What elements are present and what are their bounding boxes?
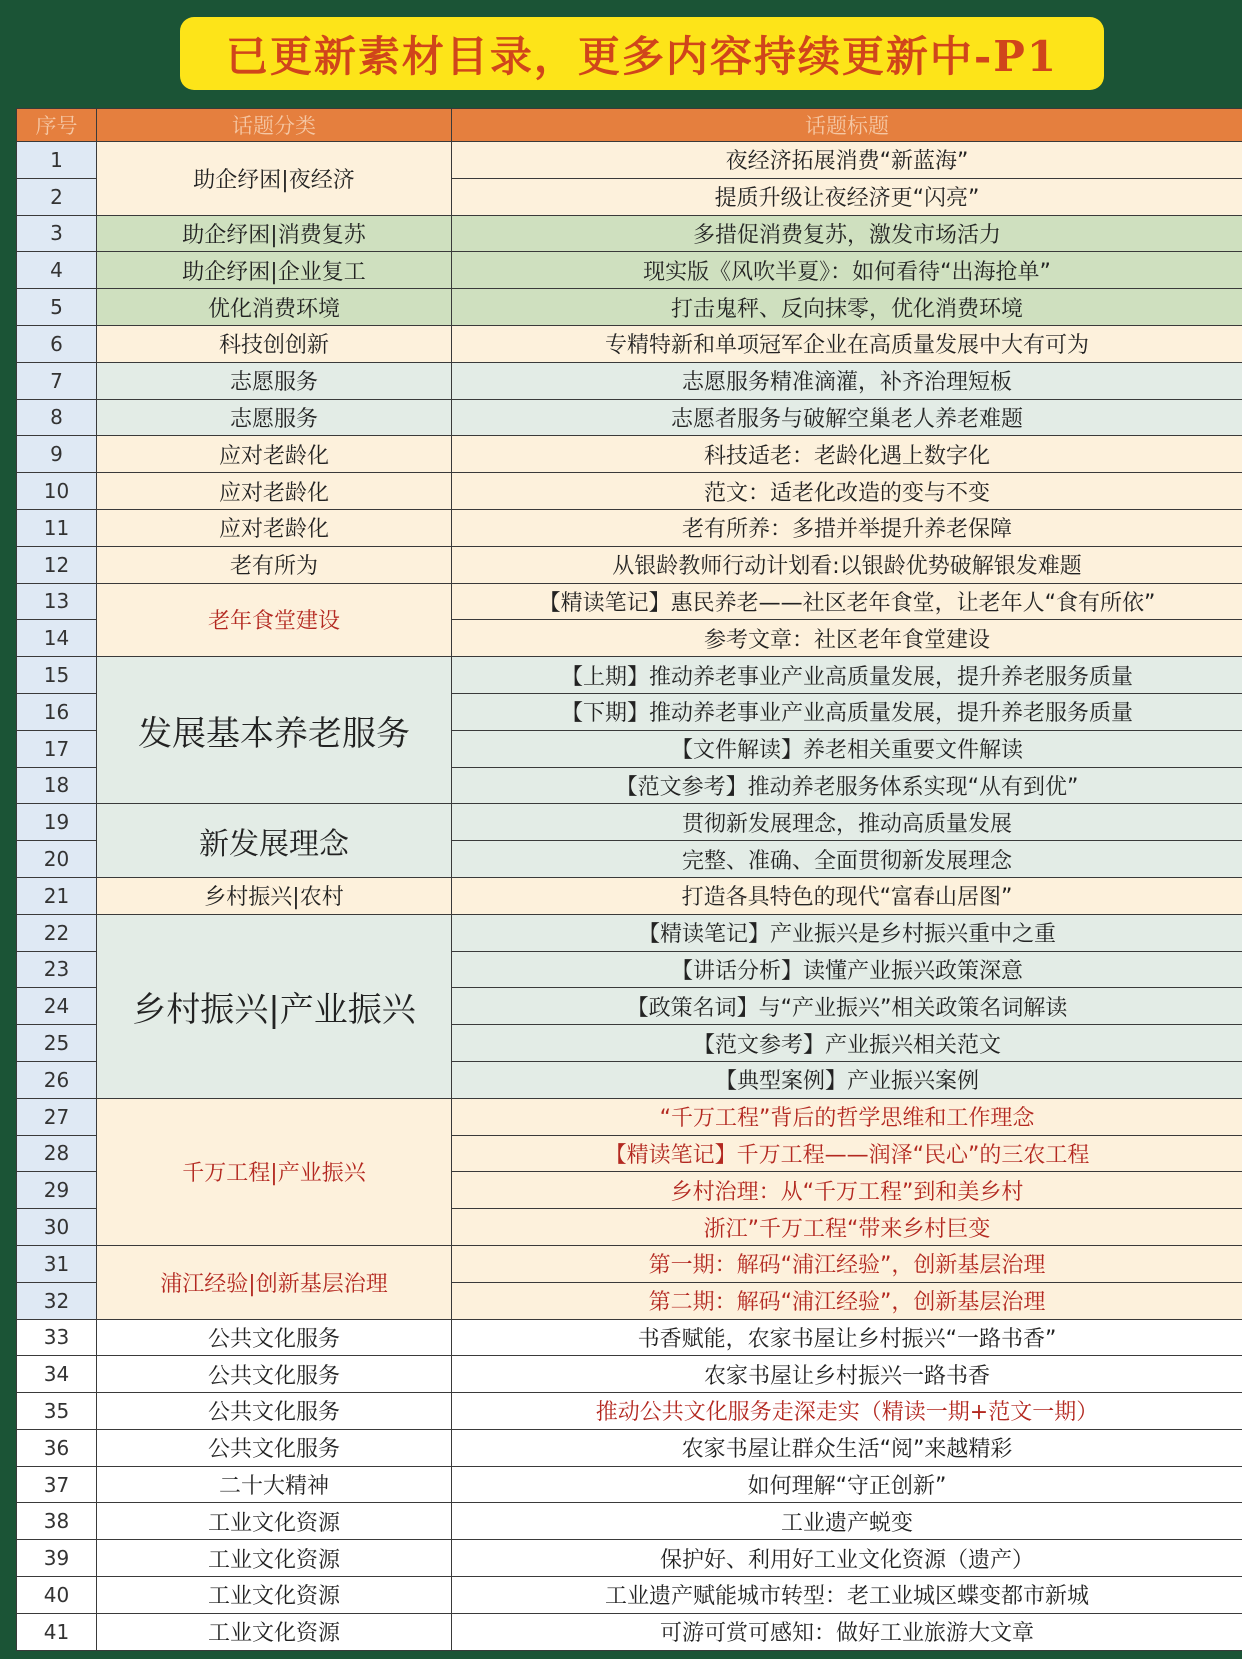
row-topic: 志愿服务精准滴灌，补齐治理短板 xyxy=(452,362,1242,399)
row-topic: 【范文参考】产业振兴相关范文 xyxy=(452,1025,1242,1062)
row-topic: 现实版《风吹半夏》：如何看待“出海抢单” xyxy=(452,252,1242,289)
row-number: 14 xyxy=(17,620,97,657)
table-row xyxy=(17,1503,1242,1540)
table-row xyxy=(17,325,1242,362)
row-number: 8 xyxy=(17,399,97,436)
row-category: 助企纾困|企业复工 xyxy=(97,252,452,289)
row-topic: 乡村治理：从“千万工程”到和美乡村 xyxy=(452,1172,1242,1209)
row-number: 18 xyxy=(17,767,97,804)
row-topic: 范文：适老化改造的变与不变 xyxy=(452,473,1242,510)
row-topic: 书香赋能，农家书屋让乡村振兴“一路书香” xyxy=(452,1319,1242,1356)
table-row xyxy=(17,142,1242,179)
row-number: 31 xyxy=(17,1245,97,1282)
row-topic: 志愿者服务与破解空巢老人养老难题 xyxy=(452,399,1242,436)
row-topic: 保护好、利用好工业文化资源（遗产） xyxy=(452,1540,1242,1577)
row-number: 11 xyxy=(17,509,97,546)
row-number: 9 xyxy=(17,436,97,473)
row-number: 3 xyxy=(17,215,97,252)
row-topic: 【政策名词】与“产业振兴”相关政策名词解读 xyxy=(452,988,1242,1025)
row-category: 志愿服务 xyxy=(97,362,452,399)
row-topic: 【范文参考】推动养老服务体系实现“从有到优” xyxy=(452,767,1242,804)
row-number: 37 xyxy=(17,1466,97,1503)
table-row xyxy=(17,1098,1242,1135)
row-topic: 老有所养：多措并举提升养老保障 xyxy=(452,509,1242,546)
row-category: 浦江经验|创新基层治理 xyxy=(97,1245,452,1319)
row-number: 27 xyxy=(17,1098,97,1135)
row-category: 工业文化资源 xyxy=(97,1613,452,1650)
row-topic: 第一期：解码“浦江经验”，创新基层治理 xyxy=(452,1245,1242,1282)
row-number: 19 xyxy=(17,804,97,841)
page-title: 已更新素材目录，更多内容持续更新中-P1 xyxy=(225,31,1059,81)
row-topic: 多措促消费复苏，激发市场活力 xyxy=(452,215,1242,252)
row-topic: 【文件解读】养老相关重要文件解读 xyxy=(452,730,1242,767)
row-topic: 农家书屋让群众生活“阅”来越精彩 xyxy=(452,1429,1242,1466)
page-title-banner xyxy=(180,17,1104,90)
row-number: 6 xyxy=(17,325,97,362)
row-topic: 第二期：解码“浦江经验”，创新基层治理 xyxy=(452,1282,1242,1319)
row-number: 28 xyxy=(17,1135,97,1172)
row-number: 36 xyxy=(17,1429,97,1466)
row-topic: 参考文章：社区老年食堂建设 xyxy=(452,620,1242,657)
row-topic: 推动公共文化服务走深走实（精读一期+范文一期） xyxy=(452,1393,1242,1430)
column-header-number: 序号 xyxy=(17,109,97,142)
topic-table xyxy=(16,108,1242,1651)
row-category: 乡村振兴|农村 xyxy=(97,877,452,914)
row-number: 30 xyxy=(17,1209,97,1246)
row-category: 千万工程|产业振兴 xyxy=(97,1098,452,1245)
table-row xyxy=(17,1356,1242,1393)
table-row xyxy=(17,657,1242,694)
row-category: 应对老龄化 xyxy=(97,509,452,546)
table-row xyxy=(17,1613,1242,1650)
row-topic: 【典型案例】产业振兴案例 xyxy=(452,1061,1242,1098)
row-number: 29 xyxy=(17,1172,97,1209)
row-category: 老年食堂建设 xyxy=(97,583,452,657)
row-number: 32 xyxy=(17,1282,97,1319)
row-topic: 提质升级让夜经济更“闪亮” xyxy=(452,178,1242,215)
row-category: 应对老龄化 xyxy=(97,436,452,473)
table-row xyxy=(17,215,1242,252)
table-row xyxy=(17,1540,1242,1577)
row-number: 4 xyxy=(17,252,97,289)
row-number: 7 xyxy=(17,362,97,399)
row-number: 12 xyxy=(17,546,97,583)
table-row xyxy=(17,436,1242,473)
row-number: 23 xyxy=(17,951,97,988)
table-row xyxy=(17,1245,1242,1282)
column-header-topic: 话题标题 xyxy=(452,109,1242,142)
table-row xyxy=(17,473,1242,510)
table-header-row xyxy=(17,109,1242,142)
row-number: 24 xyxy=(17,988,97,1025)
table-row xyxy=(17,804,1242,841)
row-category: 工业文化资源 xyxy=(97,1577,452,1614)
row-topic: 科技适老：老龄化遇上数字化 xyxy=(452,436,1242,473)
table-row xyxy=(17,362,1242,399)
row-topic: 农家书屋让乡村振兴一路书香 xyxy=(452,1356,1242,1393)
row-topic: 【精读笔记】千万工程——润泽“民心”的三农工程 xyxy=(452,1135,1242,1172)
row-topic: 【讲话分析】读懂产业振兴政策深意 xyxy=(452,951,1242,988)
row-number: 38 xyxy=(17,1503,97,1540)
row-topic: 贯彻新发展理念，推动高质量发展 xyxy=(452,804,1242,841)
row-category: 工业文化资源 xyxy=(97,1503,452,1540)
row-category: 公共文化服务 xyxy=(97,1429,452,1466)
row-topic: 打击鬼秤、反向抹零，优化消费环境 xyxy=(452,289,1242,326)
table-row xyxy=(17,399,1242,436)
row-category: 乡村振兴|产业振兴 xyxy=(97,914,452,1098)
table-row xyxy=(17,877,1242,914)
column-header-category: 话题分类 xyxy=(97,109,452,142)
row-number: 21 xyxy=(17,877,97,914)
table-row xyxy=(17,1577,1242,1614)
row-topic: 如何理解“守正创新” xyxy=(452,1466,1242,1503)
table-row xyxy=(17,914,1242,951)
row-number: 17 xyxy=(17,730,97,767)
row-topic: 【精读笔记】惠民养老——社区老年食堂，让老年人“食有所依” xyxy=(452,583,1242,620)
row-number: 26 xyxy=(17,1061,97,1098)
row-topic: 打造各具特色的现代“富春山居图” xyxy=(452,877,1242,914)
row-category: 公共文化服务 xyxy=(97,1356,452,1393)
row-topic: 【上期】推动养老事业产业高质量发展，提升养老服务质量 xyxy=(452,657,1242,694)
row-topic: 【下期】推动养老事业产业高质量发展，提升养老服务质量 xyxy=(452,693,1242,730)
row-category: 志愿服务 xyxy=(97,399,452,436)
row-category: 应对老龄化 xyxy=(97,473,452,510)
row-topic: 浙江”千万工程“带来乡村巨变 xyxy=(452,1209,1242,1246)
row-category: 公共文化服务 xyxy=(97,1393,452,1430)
row-number: 15 xyxy=(17,657,97,694)
topic-table-container xyxy=(16,108,1242,1659)
row-number: 1 xyxy=(17,142,97,179)
table-row xyxy=(17,1393,1242,1430)
row-number: 41 xyxy=(17,1613,97,1650)
row-category: 优化消费环境 xyxy=(97,289,452,326)
row-category: 助企纾困|消费复苏 xyxy=(97,215,452,252)
row-topic: 【精读笔记】产业振兴是乡村振兴重中之重 xyxy=(452,914,1242,951)
row-number: 25 xyxy=(17,1025,97,1062)
table-row xyxy=(17,289,1242,326)
row-number: 16 xyxy=(17,693,97,730)
table-row xyxy=(17,252,1242,289)
row-number: 5 xyxy=(17,289,97,326)
row-number: 33 xyxy=(17,1319,97,1356)
row-category: 公共文化服务 xyxy=(97,1319,452,1356)
row-category: 助企纾困|夜经济 xyxy=(97,142,452,216)
row-topic: 夜经济拓展消费“新蓝海” xyxy=(452,142,1242,179)
row-topic: 工业遗产赋能城市转型：老工业城区蝶变都市新城 xyxy=(452,1577,1242,1614)
row-topic: 工业遗产蜕变 xyxy=(452,1503,1242,1540)
row-topic: 完整、准确、全面贯彻新发展理念 xyxy=(452,841,1242,878)
table-row xyxy=(17,546,1242,583)
row-number: 40 xyxy=(17,1577,97,1614)
row-category: 新发展理念 xyxy=(97,804,452,878)
table-row xyxy=(17,509,1242,546)
row-number: 39 xyxy=(17,1540,97,1577)
row-category: 老有所为 xyxy=(97,546,452,583)
row-category: 发展基本养老服务 xyxy=(97,657,452,804)
row-category: 科技创创新 xyxy=(97,325,452,362)
row-number: 20 xyxy=(17,841,97,878)
table-row xyxy=(17,1429,1242,1466)
row-number: 35 xyxy=(17,1393,97,1430)
row-number: 34 xyxy=(17,1356,97,1393)
row-category: 二十大精神 xyxy=(97,1466,452,1503)
row-number: 2 xyxy=(17,178,97,215)
row-topic: 从银龄教师行动计划看:以银龄优势破解银发难题 xyxy=(452,546,1242,583)
row-number: 13 xyxy=(17,583,97,620)
row-category: 工业文化资源 xyxy=(97,1540,452,1577)
row-number: 10 xyxy=(17,473,97,510)
table-row xyxy=(17,1466,1242,1503)
table-row xyxy=(17,1319,1242,1356)
row-number: 22 xyxy=(17,914,97,951)
table-row xyxy=(17,583,1242,620)
row-topic: 可游可赏可感知：做好工业旅游大文章 xyxy=(452,1613,1242,1650)
row-topic: “千万工程”背后的哲学思维和工作理念 xyxy=(452,1098,1242,1135)
row-topic: 专精特新和单项冠军企业在高质量发展中大有可为 xyxy=(452,325,1242,362)
